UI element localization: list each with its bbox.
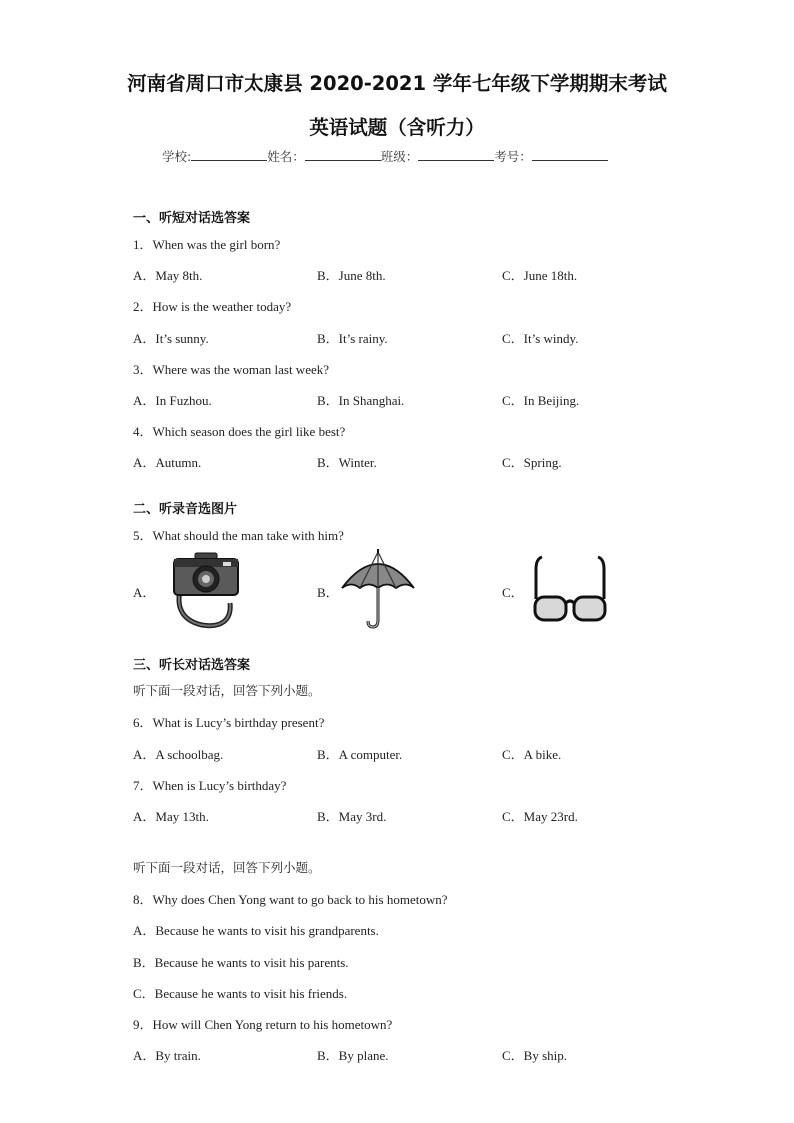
school-label: 学校:	[162, 149, 192, 164]
question-9: 9．How will Chen Yong return to his hometown?	[133, 1017, 393, 1032]
q1-option-a[interactable]: A．May 8th.	[133, 268, 203, 283]
q5-option-b[interactable]: B．	[317, 585, 339, 600]
question-8: 8．Why does Chen Yong want to go back to his hometown?	[133, 892, 448, 907]
number-label: 考号：	[494, 149, 532, 164]
number-field[interactable]	[532, 148, 608, 161]
q3-option-c[interactable]: C．In Beijing.	[502, 393, 580, 408]
q4-option-b[interactable]: B．Winter.	[317, 455, 377, 470]
q2-option-b[interactable]: B．It’s rainy.	[317, 331, 388, 346]
page-title-line2: 英语试题（含听力）	[309, 116, 485, 139]
question-3: 3．Where was the woman last week?	[133, 362, 330, 377]
question-7: 7．When is Lucy’s birthday?	[133, 778, 287, 793]
q3-option-a[interactable]: A．In Fuzhou.	[133, 393, 212, 408]
question-1: 1．When was the girl born?	[133, 237, 281, 252]
question-2: 2．How is the weather today?	[133, 299, 292, 314]
q9-option-b[interactable]: B．By plane.	[317, 1048, 389, 1063]
q3-option-b[interactable]: B．In Shanghai.	[317, 393, 405, 408]
q6-option-c[interactable]: C．A bike.	[502, 747, 562, 762]
q4-option-a[interactable]: A．Autumn.	[133, 455, 202, 470]
question-6: 6．What is Lucy’s birthday present?	[133, 715, 325, 730]
q6-option-b[interactable]: B．A computer.	[317, 747, 403, 762]
section-heading-1: 一、听短对话选答案	[133, 211, 251, 226]
q1-option-b[interactable]: B．June 8th.	[317, 268, 386, 283]
q7-option-b[interactable]: B．May 3rd.	[317, 809, 387, 824]
class-field[interactable]	[418, 148, 494, 161]
q7-option-c[interactable]: C．May 23rd.	[502, 809, 578, 824]
q7-option-a[interactable]: A．May 13th.	[133, 809, 209, 824]
umbrella-icon	[340, 548, 416, 634]
instruction-1: 听下面一段对话，回答下列小题。	[133, 683, 321, 698]
name-label: 姓名：	[267, 149, 305, 164]
camera-icon	[170, 551, 242, 633]
page-title-line1: 河南省周口市太康县 2020-2021 学年七年级下学期期末考试	[127, 72, 667, 95]
section-heading-2: 二、听录音选图片	[133, 502, 238, 517]
q9-option-a[interactable]: A．By train.	[133, 1048, 201, 1063]
section-heading-3: 三、听长对话选答案	[133, 658, 251, 673]
class-label: 班级：	[380, 149, 419, 164]
q8-option-c[interactable]: C．Because he wants to visit his friends.	[133, 986, 348, 1001]
glasses-icon	[532, 555, 608, 629]
instruction-2: 听下面一段对话，回答下列小题。	[133, 860, 321, 875]
q2-option-c[interactable]: C．It’s windy.	[502, 331, 579, 346]
question-4: 4．Which season does the girl like best?	[133, 424, 346, 439]
question-5: 5．What should the man take with him?	[133, 528, 344, 543]
q5-option-c[interactable]: C．	[502, 585, 524, 600]
q2-option-a[interactable]: A．It’s sunny.	[133, 331, 209, 346]
q4-option-c[interactable]: C．Spring.	[502, 455, 562, 470]
name-field[interactable]	[305, 148, 381, 161]
q5-option-a[interactable]: A．	[133, 585, 156, 600]
q6-option-a[interactable]: A．A schoolbag.	[133, 747, 224, 762]
q1-option-c[interactable]: C．June 18th.	[502, 268, 578, 283]
q8-option-a[interactable]: A．Because he wants to visit his grandparents.	[133, 923, 379, 938]
q8-option-b[interactable]: B．Because he wants to visit his parents.	[133, 955, 349, 970]
school-field[interactable]	[191, 148, 267, 161]
student-info-row	[162, 147, 608, 165]
q9-option-c[interactable]: C．By ship.	[502, 1048, 568, 1063]
